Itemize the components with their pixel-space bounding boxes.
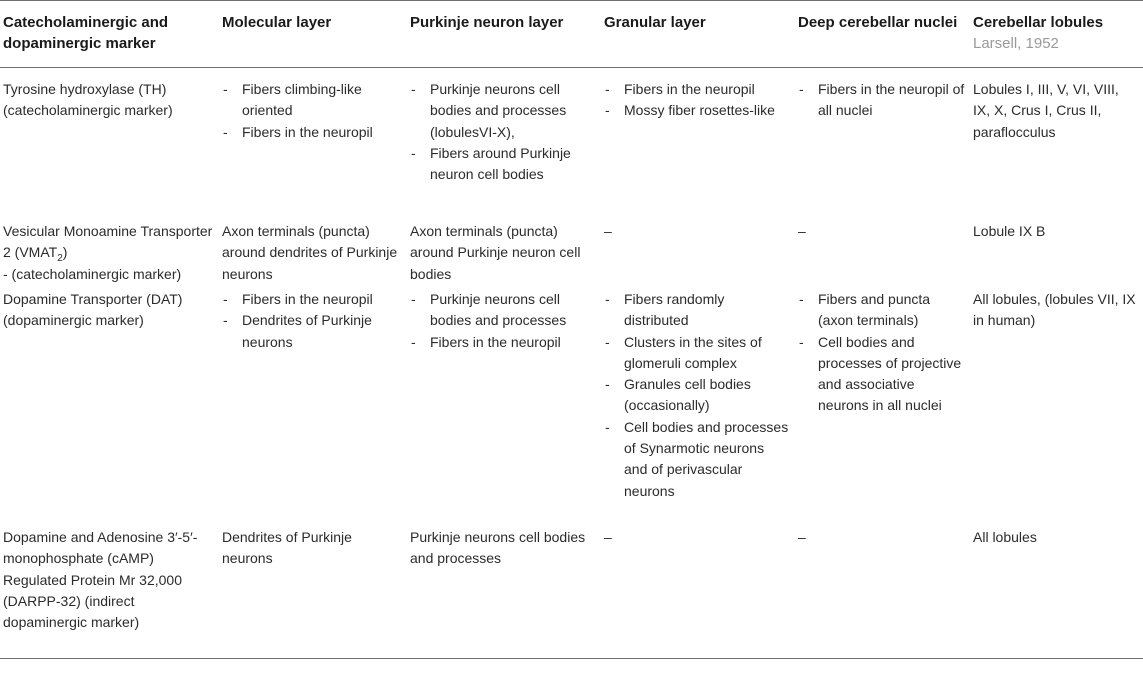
- cell-lobules: All lobules: [970, 525, 1143, 659]
- cell-lobules: All lobules, (lobules VII, IX in human): [973, 291, 1136, 329]
- header-lobules-label: Cerebellar lobules: [973, 14, 1104, 31]
- table-row-darpp32: [0, 525, 1143, 659]
- list-item: - Cell bodies and processes of projective and associative neurons in all nuclei: [798, 332, 966, 417]
- granular-list: [604, 79, 791, 122]
- list-item: - Fibers climbing-like oriented: [222, 79, 403, 122]
- header-granular-layer: Granular layer: [601, 1, 795, 68]
- header-deep-nuclei: Deep cerebellar nuclei: [795, 1, 970, 68]
- cell-molecular: Axon terminals (puncta) around dendrites of Purkinje neurons: [222, 223, 398, 282]
- cell-deep-nuclei: [795, 68, 970, 220]
- table-row-th: [0, 68, 1143, 220]
- cell-granular: –: [604, 223, 612, 239]
- cell-purkinje: Purkinje neurons cell bodies and processes: [407, 525, 601, 659]
- list-item: - Clusters in the sites of glomeruli complex: [604, 332, 791, 375]
- cell-deep-nuclei: –: [795, 525, 970, 659]
- cell-granular: [601, 68, 795, 220]
- deep-nuclei-list: [798, 79, 966, 122]
- list-item: - Fibers in the neuropil of all nuclei: [798, 79, 966, 122]
- cell-purkinje: Axon terminals (puncta) around Purkinje neuron cell bodies: [410, 223, 581, 282]
- list-item: - Fibers in the neuropil: [222, 289, 403, 310]
- cell-molecular: [219, 288, 407, 525]
- list-item: - Fibers in the neuropil: [222, 122, 403, 143]
- cell-marker: [0, 219, 219, 288]
- table-body: [0, 68, 1143, 659]
- cell-granular: [601, 288, 795, 525]
- molecular-list: [222, 289, 403, 353]
- cell-marker: Dopamine Transporter (DAT) (dopaminergic marker): [3, 291, 183, 329]
- list-item: - Purkinje neurons cell bodies and processes: [410, 289, 597, 332]
- header-row: [0, 1, 1143, 68]
- marker-type: - (catecholaminergic marker): [3, 265, 182, 282]
- molecular-list: [222, 79, 403, 143]
- marker-name: Vesicular Monoamine Transporter 2 $(VMAT_2)$: [3, 223, 213, 265]
- header-cerebellar-lobules: [970, 1, 1143, 68]
- list-item: - Fibers randomly distributed: [604, 289, 791, 332]
- header-marker: Catecholaminergic and dopaminergic marker: [0, 1, 219, 68]
- header-molecular-layer: Molecular layer: [219, 1, 407, 68]
- purkinje-list: [410, 79, 597, 185]
- cell-lobules: Lobules I, III, V, VI, VIII, IX, X, Crus I, Crus II, paraflocculus: [973, 81, 1119, 140]
- list-item: - Granules cell bodies (occasionally): [604, 374, 791, 417]
- table-row-vmat2: [0, 219, 1143, 288]
- table-header: [0, 1, 1143, 68]
- list-item: - Mossy fiber rosettes-like: [604, 100, 791, 121]
- header-purkinje-layer: Purkinje neuron layer: [407, 1, 601, 68]
- granular-list: [604, 289, 791, 502]
- deep-nuclei-list: [798, 289, 966, 417]
- cell-marker: Dopamine and Adenosine 3′-5′-monophosphate (cAMP) Regulated Protein Mr 32,000 (DARPP-32) (indirect dopaminergic marker): [0, 525, 219, 659]
- cell-marker: Tyrosine hydroxylase (TH) (catecholaminergic marker): [3, 81, 173, 119]
- table-row-dat: [0, 288, 1143, 525]
- header-lobules-citation: Larsell, 1952: [973, 35, 1059, 52]
- cell-deep-nuclei: [795, 288, 970, 525]
- list-item: - Purkinje neurons cell bodies and processes (lobulesVI-X),: [410, 79, 597, 143]
- cell-purkinje: [407, 68, 601, 220]
- cell-granular: –: [601, 525, 795, 659]
- list-item: - Fibers in the neuropil: [604, 79, 791, 100]
- list-item: - Cell bodies and processes of Synarmotic neurons and of perivascular neurons: [604, 417, 791, 502]
- cell-molecular: [219, 68, 407, 220]
- cell-molecular: Dendrites of Purkinje neurons: [219, 525, 407, 659]
- list-item: - Fibers around Purkinje neuron cell bodies: [410, 143, 597, 186]
- list-item: - Dendrites of Purkinje neurons: [222, 310, 403, 353]
- purkinje-list: [410, 289, 597, 353]
- list-item: - Fibers in the neuropil: [410, 332, 597, 353]
- list-item: - Fibers and puncta (axon terminals): [798, 289, 966, 332]
- cell-lobules: Lobule IX B: [973, 223, 1046, 239]
- cell-purkinje: [407, 288, 601, 525]
- cell-deep-nuclei: –: [798, 223, 806, 239]
